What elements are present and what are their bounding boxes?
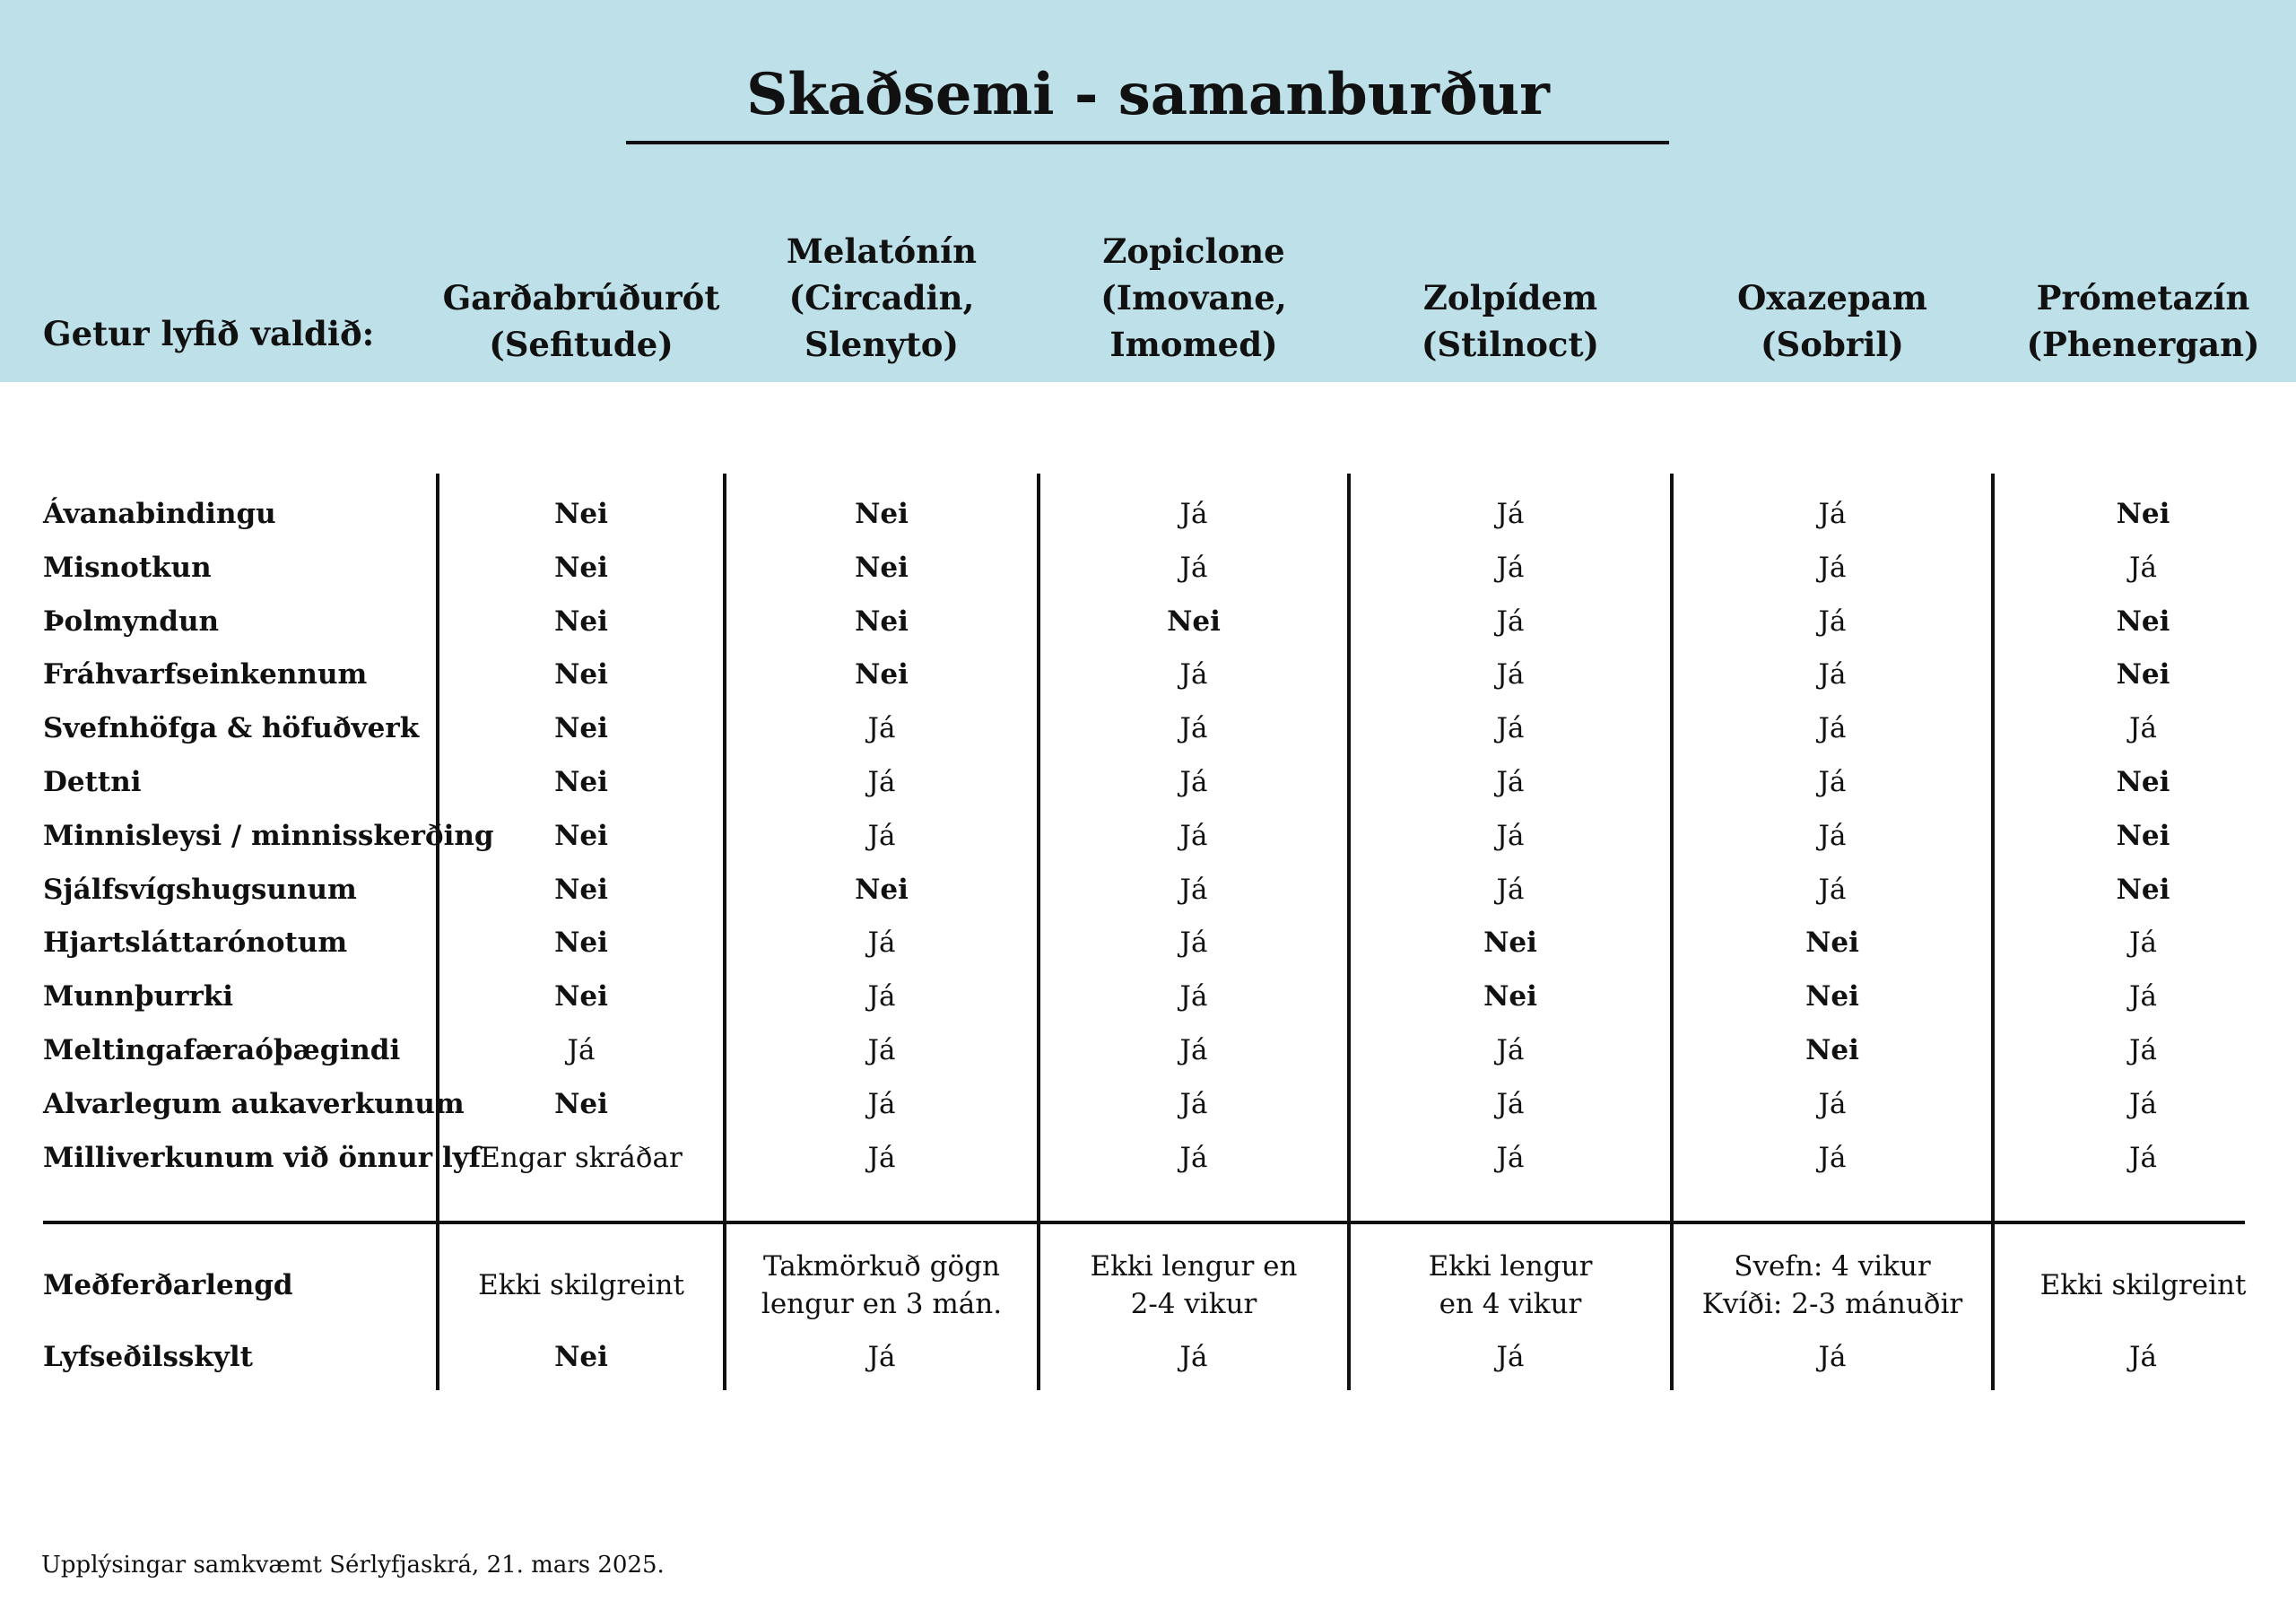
table-cell: Já	[1179, 820, 1208, 852]
table-cell: Nei	[1483, 980, 1537, 1013]
table-cell: Já	[1818, 498, 1847, 530]
table-cell: Nei	[554, 658, 608, 691]
table-cell: Já	[867, 926, 896, 959]
table-cell: Já	[2129, 926, 2157, 959]
table-cell: Nei	[554, 1088, 608, 1120]
table-cell: Já	[1179, 498, 1208, 530]
table-cell: Já	[1496, 1088, 1525, 1120]
table-cell: Já	[1179, 658, 1208, 691]
table-cell: Já	[1179, 766, 1208, 798]
table-cell: Já	[1179, 712, 1208, 744]
title-underline	[626, 141, 1669, 144]
table-cell: Já	[867, 820, 896, 852]
treatment-cell: Takmörkuð gögn lengur en 3 mán.	[761, 1250, 1003, 1320]
table-cell: Já	[1818, 820, 1847, 852]
table-cell: Já	[1496, 820, 1525, 852]
row-label: Munnþurrki	[43, 980, 234, 1013]
prescription-cell: Já	[1496, 1341, 1525, 1373]
column-header-sefitude: Garðabrúðurót (Sefitude)	[442, 278, 720, 364]
table-cell: Já	[2129, 712, 2157, 744]
prescription-cell: Já	[1179, 1341, 1208, 1373]
column-header-zolpidem: Zolpídem (Stilnoct)	[1421, 278, 1600, 364]
table-cell: Nei	[554, 498, 608, 530]
table-cell: Já	[1818, 658, 1847, 691]
table-cell: Já	[1496, 874, 1525, 906]
table-cell: Já	[1179, 980, 1208, 1013]
table-cell: Nei	[1483, 926, 1537, 959]
row-label: Sjálfsvígshugsunum	[43, 874, 357, 906]
table-cell: Já	[1496, 1034, 1525, 1066]
table-cell: Já	[1179, 1034, 1208, 1066]
table-cell: Já	[867, 1142, 896, 1174]
table-cell: Nei	[554, 552, 608, 584]
table-cell: Nei	[2116, 766, 2170, 798]
row-label-prescription: Lyfseðilsskylt	[43, 1341, 253, 1373]
row-label: Alvarlegum aukaverkunum	[43, 1088, 465, 1120]
table-cell: Nei	[1805, 980, 1859, 1013]
row-label: Hjartsláttarónotum	[43, 926, 348, 959]
table-cell: Nei	[2116, 605, 2170, 638]
treatment-cell: Ekki lengur en 4 vikur	[1428, 1250, 1593, 1320]
table-cell: Nei	[554, 980, 608, 1013]
table-cell: Nei	[2116, 874, 2170, 906]
table-cell: Já	[2129, 1088, 2157, 1120]
table-cell: Já	[867, 1088, 896, 1120]
row-header-label: Getur lyfið valdið:	[43, 314, 375, 353]
row-label: Fráhvarfseinkennum	[43, 658, 368, 691]
prescription-cell: Já	[2129, 1341, 2157, 1373]
table-cell: Já	[1179, 552, 1208, 584]
section-divider	[43, 1221, 2245, 1224]
row-label-treatment: Meðferðarlengd	[43, 1269, 293, 1301]
row-label: Meltingafæraóþægindi	[43, 1034, 401, 1066]
row-label: Misnotkun	[43, 552, 212, 584]
table-cell: Já	[1496, 1142, 1525, 1174]
table-cell: Nei	[554, 926, 608, 959]
table-cell: Nei	[554, 874, 608, 906]
table-cell: Nei	[2116, 820, 2170, 852]
table-cell: Nei	[554, 605, 608, 638]
treatment-cell: Ekki lengur en 2-4 vikur	[1090, 1250, 1298, 1320]
column-header-melatonin: Melatónín (Circadin, Slenyto)	[786, 231, 978, 364]
treatment-cell: Ekki skilgreint	[478, 1269, 684, 1301]
table-cell: Nei	[1167, 605, 1221, 638]
source-footnote: Upplýsingar samkvæmt Sérlyfjaskrá, 21. mars 2025.	[41, 1552, 665, 1579]
table-cell: Nei	[554, 820, 608, 852]
column-header-oxazepam: Oxazepam (Sobril)	[1737, 278, 1927, 364]
table-cell: Já	[2129, 980, 2157, 1013]
treatment-cell: Svefn: 4 vikur Kvíði: 2-3 mánuðir	[1701, 1250, 1963, 1320]
row-label: Ávanabindingu	[43, 498, 276, 530]
table-cell: Já	[867, 980, 896, 1013]
table-cell: Já	[1496, 552, 1525, 584]
table-cell: Nei	[2116, 658, 2170, 691]
table-cell: Já	[1818, 1142, 1847, 1174]
table-cell: Já	[1179, 926, 1208, 959]
prescription-cell: Já	[867, 1341, 896, 1373]
table-cell: Engar skráðar	[480, 1142, 683, 1174]
table-cell: Já	[867, 1034, 896, 1066]
table-cell: Nei	[855, 658, 909, 691]
table-cell: Já	[1818, 712, 1847, 744]
table-cell: Já	[867, 766, 896, 798]
table-cell: Já	[567, 1034, 596, 1066]
table-cell: Nei	[855, 605, 909, 638]
table-cell: Já	[1179, 1088, 1208, 1120]
table-cell: Nei	[855, 874, 909, 906]
table-cell: Nei	[1805, 926, 1859, 959]
table-cell: Já	[1496, 712, 1525, 744]
table-cell: Nei	[855, 552, 909, 584]
treatment-cell: Ekki skilgreint	[2039, 1269, 2247, 1301]
table-cell: Já	[1496, 766, 1525, 798]
table-cell: Nei	[2116, 498, 2170, 530]
prescription-cell: Já	[1818, 1341, 1847, 1373]
row-label: Milliverkunum við önnur lyf	[43, 1142, 481, 1174]
table-cell: Já	[1496, 498, 1525, 530]
table-cell: Já	[867, 712, 896, 744]
table-cell: Já	[2129, 1142, 2157, 1174]
prescription-cell: Nei	[554, 1341, 608, 1373]
row-label: Dettni	[43, 766, 142, 798]
table-cell: Já	[1496, 658, 1525, 691]
table-cell: Nei	[855, 498, 909, 530]
table-cell: Já	[1818, 1088, 1847, 1120]
table-cell: Já	[1818, 766, 1847, 798]
table-cell: Já	[1179, 1142, 1208, 1174]
table-cell: Já	[2129, 1034, 2157, 1066]
table-cell: Já	[1818, 605, 1847, 638]
page-title: Skaðsemi - samanburður	[746, 61, 1550, 128]
row-label: Þolmyndun	[43, 605, 220, 638]
table-cell: Já	[1496, 605, 1525, 638]
row-label: Svefnhöfga & höfuðverk	[43, 712, 420, 744]
table-cell: Já	[2129, 552, 2157, 584]
table-cell: Já	[1179, 874, 1208, 906]
row-label: Minnisleysi / minnisskerðing	[43, 820, 494, 852]
table-cell: Já	[1818, 552, 1847, 584]
table-cell: Nei	[554, 712, 608, 744]
table-cell: Nei	[1805, 1034, 1859, 1066]
table-cell: Já	[1818, 874, 1847, 906]
column-header-prometazin: Prómetazín (Phenergan)	[2026, 278, 2260, 364]
column-header-zopiclone: Zopiclone (Imovane, Imomed)	[1100, 231, 1287, 364]
table-cell: Nei	[554, 766, 608, 798]
